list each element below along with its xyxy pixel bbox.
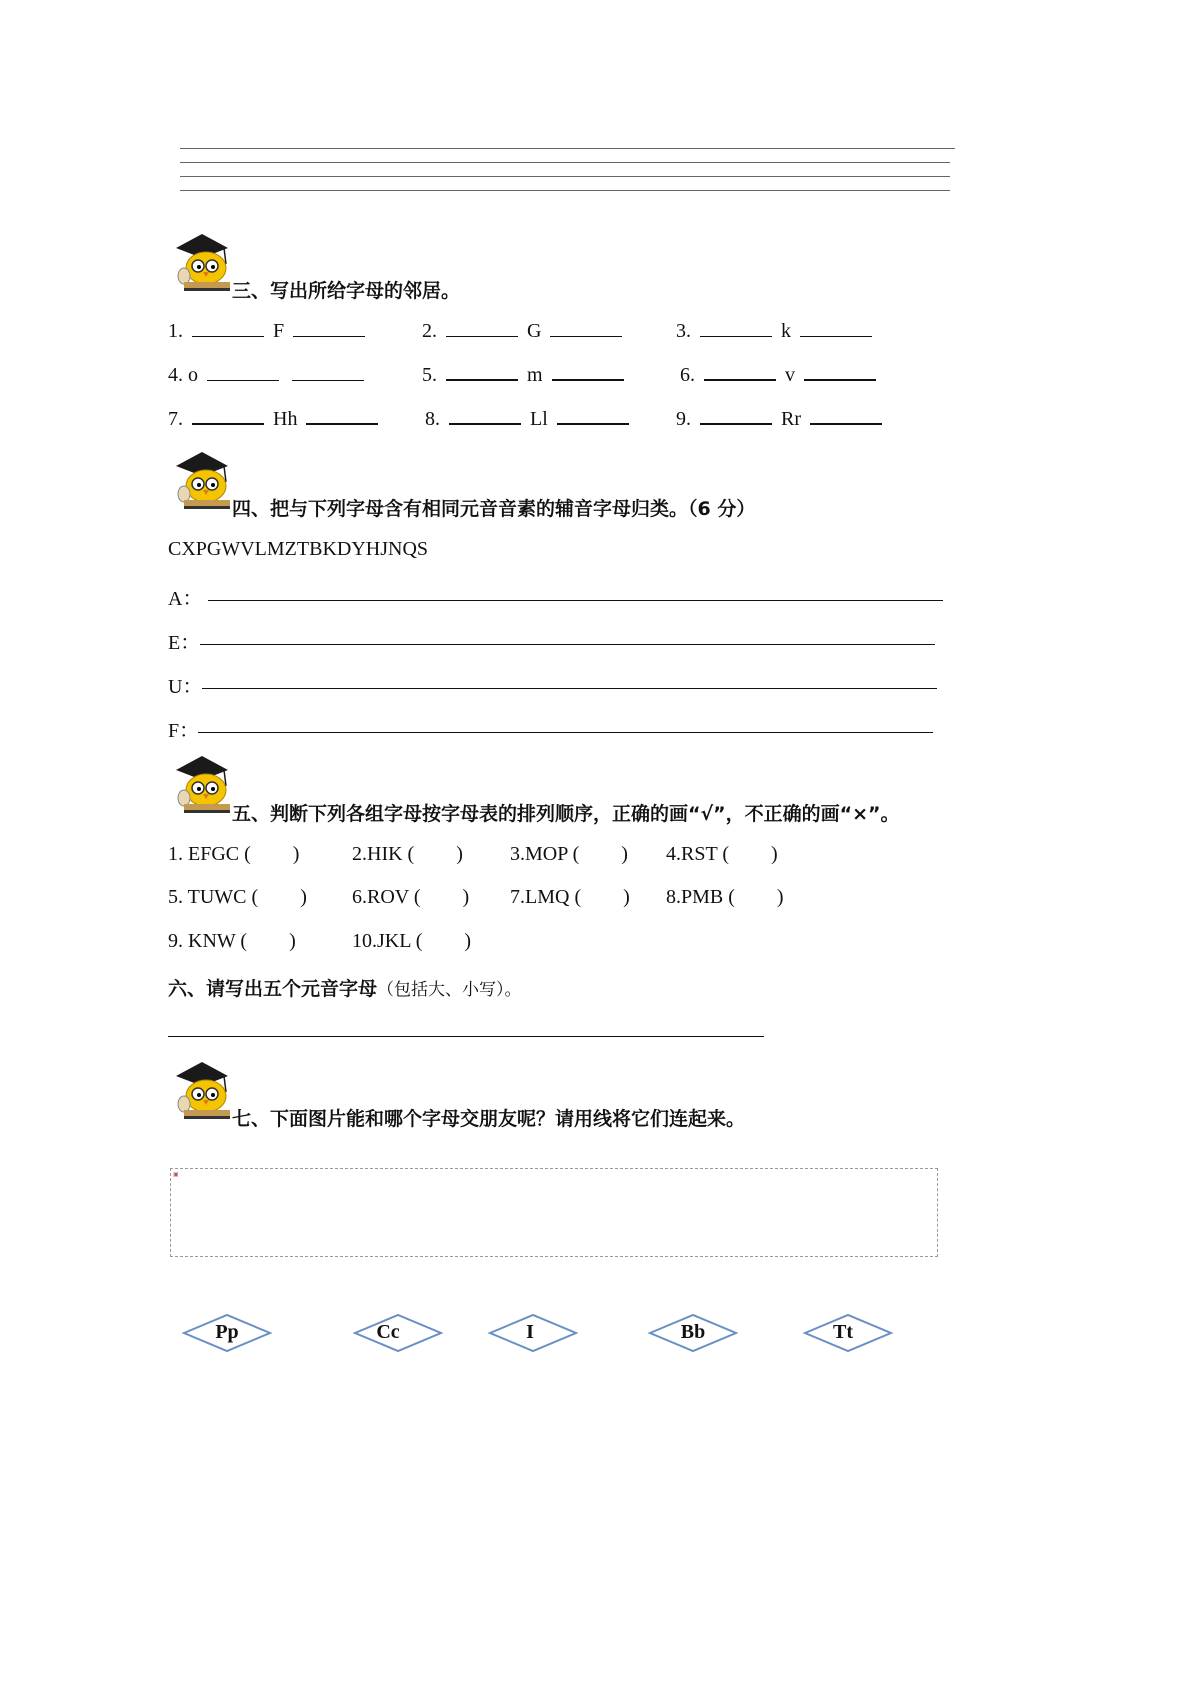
given-letter: Hh	[273, 408, 298, 430]
order-item-1	[168, 843, 299, 866]
answer-blank[interactable]	[810, 422, 882, 425]
answer-line-e[interactable]	[200, 644, 935, 645]
neighbor-item-6	[680, 364, 880, 387]
writing-line	[180, 190, 950, 191]
owl-scholar-icon	[168, 448, 234, 510]
order-item-text: 9. KNW (	[168, 930, 248, 952]
order-item-text: 3.MOP (	[510, 843, 580, 865]
answer-blank[interactable]	[446, 378, 518, 381]
section-5-heading: 五、判断下列各组字母按字母表的排列顺序，正确的画“√”，不正确的画“×”。	[232, 803, 900, 825]
given-letter: Rr	[781, 408, 801, 430]
order-item-7	[510, 886, 630, 909]
order-item-3	[510, 843, 628, 866]
owl-scholar-icon	[168, 1058, 234, 1120]
neighbor-item-3	[676, 320, 876, 343]
answer-blank[interactable]	[552, 378, 624, 381]
order-item-text: 7.LMQ (	[510, 886, 582, 908]
order-item-text: 1. EFGC (	[168, 843, 251, 865]
close-paren: )	[464, 930, 472, 952]
order-item-4	[666, 843, 778, 866]
answer-blank[interactable]	[449, 422, 521, 425]
diamond-label-i	[485, 1313, 575, 1353]
order-item-8	[666, 886, 784, 909]
answer-blank[interactable]	[306, 422, 378, 425]
answer-blank[interactable]	[446, 335, 518, 337]
order-item-text: 8.PMB (	[666, 886, 735, 908]
vowel-answer-line[interactable]	[168, 1036, 764, 1037]
answer-blank[interactable]	[292, 379, 364, 381]
close-paren: )	[289, 930, 296, 952]
group-label-e: E：	[168, 632, 201, 654]
diamond-letter: Pp	[215, 1321, 239, 1343]
item-number: 9.	[676, 408, 691, 430]
order-item-6	[352, 886, 469, 909]
section-3-heading: 三、写出所给字母的邻居。	[232, 280, 461, 302]
letters-to-classify: CXPGWVLMZTBKDYHJNQS	[168, 538, 429, 560]
neighbor-item-2	[422, 320, 626, 343]
close-paren: )	[623, 886, 630, 908]
close-paren: )	[456, 843, 463, 865]
item-number: 7.	[168, 408, 183, 430]
answer-blank[interactable]	[800, 335, 872, 337]
broken-image-icon: ▣	[173, 1171, 179, 1178]
item-number: 6.	[680, 364, 695, 386]
answer-line-f[interactable]	[198, 732, 933, 733]
neighbor-item-5	[422, 364, 628, 387]
neighbor-item-9	[676, 408, 886, 431]
answer-blank[interactable]	[550, 335, 622, 337]
diamond-label-tt	[798, 1313, 888, 1353]
given-letter: k	[781, 320, 791, 342]
answer-line-a[interactable]	[208, 600, 943, 601]
writing-line	[180, 148, 955, 149]
answer-line-u[interactable]	[202, 688, 937, 689]
neighbor-item-4	[168, 364, 368, 387]
section-4-heading: 四、把与下列字母含有相同元音音素的辅音字母归类。（6 分）	[232, 498, 756, 520]
given-letter: G	[527, 320, 542, 342]
order-item-text: 5. TUWC (	[168, 886, 259, 908]
order-item-5	[168, 886, 307, 909]
given-letter: F	[273, 320, 285, 342]
answer-blank[interactable]	[293, 335, 365, 337]
item-number: 8.	[425, 408, 440, 430]
close-paren: )	[292, 843, 300, 865]
answer-blank[interactable]	[704, 378, 776, 381]
neighbor-item-8	[425, 408, 633, 431]
section-6-title: 六、请写出五个元音字母	[168, 978, 378, 1000]
diamond-label-pp	[182, 1313, 272, 1353]
close-paren: )	[621, 843, 628, 865]
close-paren: )	[462, 886, 470, 908]
section-7-heading: 七、下面图片能和哪个字母交朋友呢？请用线将它们连起来。	[232, 1108, 746, 1130]
answer-blank[interactable]	[207, 379, 279, 381]
answer-blank[interactable]	[700, 422, 772, 425]
missing-picture-box	[170, 1168, 938, 1257]
close-paren: )	[770, 843, 778, 865]
order-item-9	[168, 930, 296, 953]
order-item-text: 2.HIK (	[352, 843, 415, 865]
diamond-letter: Cc	[376, 1321, 400, 1343]
section-6-note: （包括大、小写）。	[377, 980, 522, 1000]
group-label-f: F：	[168, 720, 200, 742]
answer-blank[interactable]	[804, 378, 876, 381]
diamond-letter: Bb	[680, 1321, 706, 1343]
item-number: 3.	[676, 320, 691, 342]
owl-scholar-icon	[168, 230, 234, 292]
section-6-heading	[168, 974, 522, 1001]
answer-blank[interactable]	[192, 335, 264, 337]
order-item-text: 6.ROV (	[352, 886, 421, 908]
answer-blank[interactable]	[700, 335, 772, 337]
owl-scholar-icon	[168, 752, 234, 814]
close-paren: )	[776, 886, 784, 908]
order-item-text: 4.RST (	[666, 843, 729, 865]
item-number: 1.	[168, 320, 183, 342]
group-label-a: A：	[168, 588, 203, 610]
order-item-text: 10.JKL (	[352, 930, 423, 952]
neighbor-item-7	[168, 408, 382, 431]
diamond-label-bb	[648, 1313, 738, 1353]
writing-line	[180, 162, 950, 163]
item-number: 2.	[422, 320, 437, 342]
given-letter: m	[527, 364, 543, 386]
item-number: 5.	[422, 364, 437, 386]
item-number: 4. o	[168, 364, 198, 386]
close-paren: )	[300, 886, 307, 908]
answer-blank[interactable]	[192, 422, 264, 425]
given-letter: Ll	[530, 408, 548, 430]
order-item-2	[352, 843, 463, 866]
writing-line	[180, 176, 950, 177]
neighbor-item-1	[168, 320, 369, 343]
diamond-label-cc	[343, 1313, 433, 1353]
given-letter: v	[785, 364, 795, 386]
diamond-letter: Tt	[833, 1321, 853, 1343]
diamond-letter: I	[526, 1321, 534, 1343]
answer-blank[interactable]	[557, 422, 629, 425]
group-label-u: U：	[168, 676, 203, 698]
top-writing-lines	[180, 148, 955, 198]
order-item-10	[352, 930, 471, 953]
